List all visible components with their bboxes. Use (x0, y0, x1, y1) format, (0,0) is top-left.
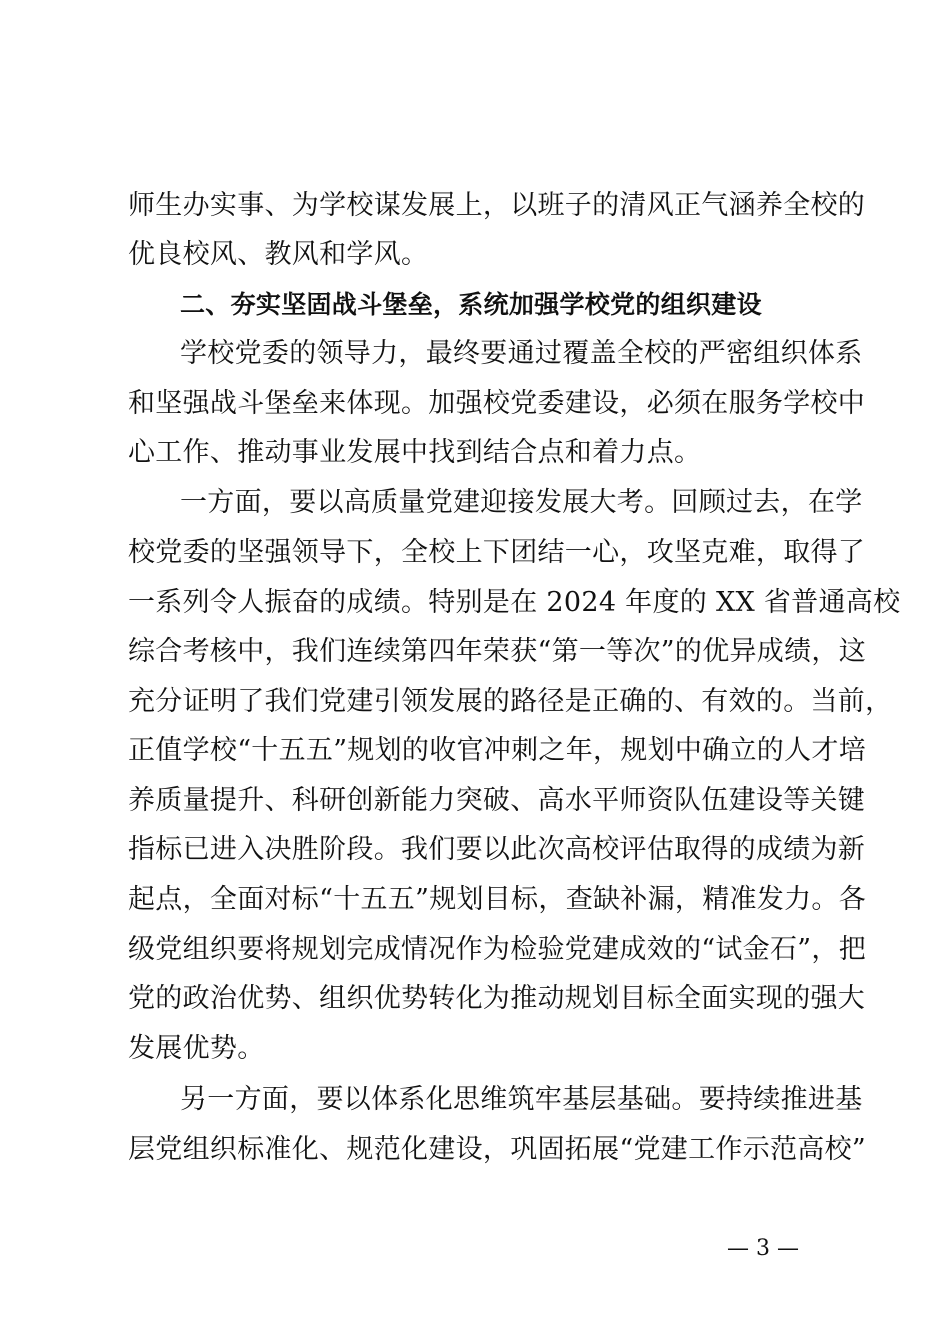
paragraph-first-line: 一方面，要以高质量党建迎接发展大考。回顾过去，在学 (180, 487, 863, 518)
body-line: 师生办实事、为学校谋发展上，以班子的清风正气涵养全校的 (128, 190, 866, 221)
body-line: 党的政治优势、组织优势转化为推动规划目标全面实现的强大 (128, 983, 866, 1014)
paragraph-first-line: 学校党委的领导力，最终要通过覆盖全校的严密组织体系 (180, 338, 863, 369)
page-number: — 3 — (727, 1236, 799, 1261)
body-line: 和坚强战斗堡垒来体现。加强校党委建设，必须在服务学校中 (128, 388, 866, 419)
body-line: 综合考核中，我们连续第四年荣获“第一等次”的优异成绩，这 (128, 636, 867, 667)
body-line: 发展优势。 (128, 1033, 265, 1064)
body-line: 校党委的坚强领导下，全校上下团结一心，攻坚克难，取得了 (128, 537, 866, 568)
body-line: 心工作、推动事业发展中找到结合点和着力点。 (128, 437, 702, 468)
body-line: 层党组织标准化、规范化建设，巩固拓展“党建工作示范高校” (128, 1134, 867, 1165)
body-line: 指标已进入决胜阶段。我们要以此次高校评估取得的成绩为新 (128, 834, 866, 865)
body-line: 正值学校“十五五”规划的收官冲刺之年，规划中确立的人才培 (128, 735, 867, 766)
body-line: 养质量提升、科研创新能力突破、高水平师资队伍建设等关键 (128, 785, 866, 816)
body-line: 级党组织要将规划完成情况作为检验党建成效的“试金石”，把 (128, 934, 867, 965)
body-line: 优良校风、教风和学风。 (128, 239, 429, 270)
section-heading: 二、夯实坚固战斗堡垒，系统加强学校党的组织建设 (180, 290, 762, 319)
body-line: 一系列令人振奋的成绩。特别是在 2024 年度的 XX 省普通高校 (128, 587, 901, 618)
paragraph-first-line: 另一方面，要以体系化思维筑牢基层基础。要持续推进基 (180, 1084, 863, 1115)
body-line: 充分证明了我们党建引领发展的路径是正确的、有效的。当前， (128, 686, 893, 717)
body-line: 起点，全面对标“十五五”规划目标，查缺补漏，精准发力。各 (128, 884, 867, 915)
